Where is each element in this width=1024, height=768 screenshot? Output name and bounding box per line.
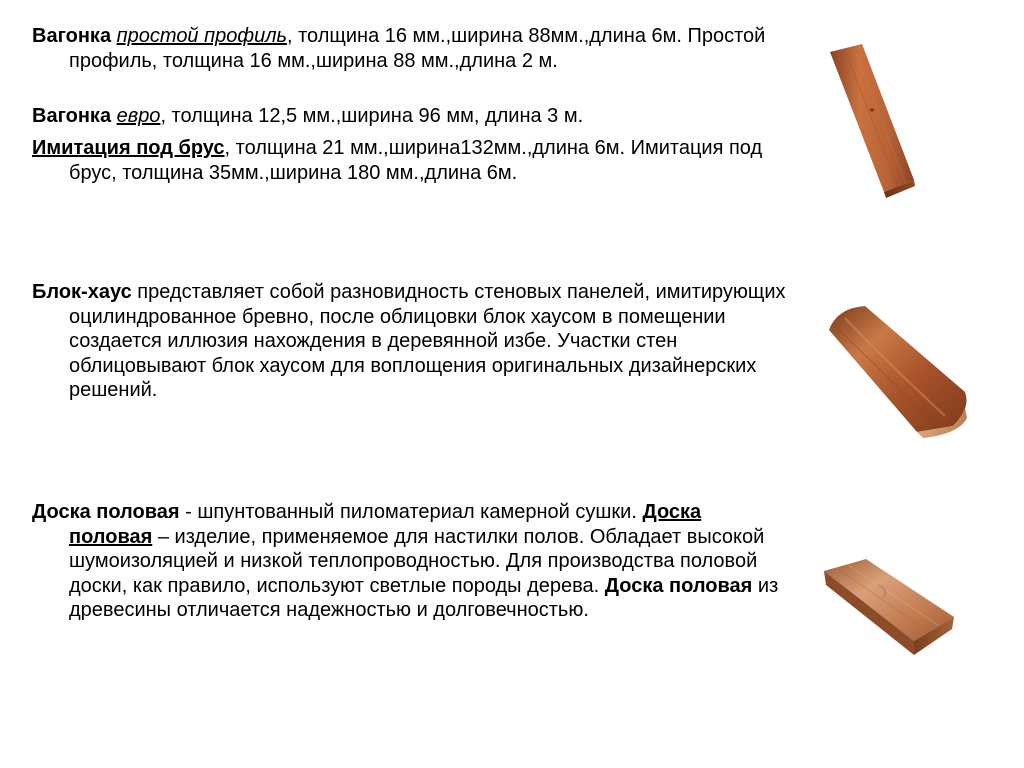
paragraph-vagonka-simple-profile	[32, 24, 789, 73]
description-text: , толщина 21 мм.,ширина132мм.,длина 6м. Имитация под брус, толщина 35мм.,ширина 180 мм.,длина 6м.	[69, 137, 763, 184]
paragraph-block-house	[32, 280, 789, 403]
block-house-board-image	[825, 300, 975, 438]
term-vagonka: Вагонка	[32, 105, 112, 127]
paragraph-floor-board	[32, 500, 789, 623]
paragraph-imitation-beam	[32, 136, 789, 185]
term-block-house: Блок-хаус	[32, 281, 132, 303]
description-text: представляет собой разновидность стеновых панелей, имитирующих оцилиндрованное бревно, после облицовки блок хаусом в помещении создается иллюзия нахождения в деревянной избе. Участки стен облицовывают блок хаусом для воплощения оригинальных дизайнерских решений.	[69, 281, 786, 401]
description-text: из древесины отличается надежностью и долговечностью.	[69, 574, 779, 621]
term-euro: евро	[116, 105, 161, 127]
description-text: , толщина 12,5 мм.,ширина 96 мм, длина 3 м.	[160, 105, 584, 127]
description-text: - шпунтованный пиломатериал камерной сушки.	[179, 501, 643, 523]
term-imitation-beam: Имитация под брус	[32, 137, 225, 159]
description-text: – изделие, применяемое для настилки полов. Обладает высокой шумоизоляцией и низкой теплопроводностью. Для производства половой доски, как правило, используют светлые породы дерева.	[69, 525, 765, 597]
term-floor-board: Доска половая	[604, 574, 753, 597]
term-floor-board: Доска половая	[32, 501, 180, 523]
term-simple-profile: простой профиль	[116, 25, 287, 47]
clapboard-board-image	[820, 38, 920, 200]
floor-board-image	[818, 555, 958, 665]
paragraph-vagonka-euro	[32, 104, 789, 129]
term-vagonka: Вагонка	[32, 25, 112, 47]
term-floor-board: Доска половая	[69, 501, 702, 548]
description-text: , толщина 16 мм.,ширина 88мм.,длина 6м. Простой профиль, толщина 16 мм.,ширина 88 мм.,длина 2 м.	[69, 25, 766, 72]
